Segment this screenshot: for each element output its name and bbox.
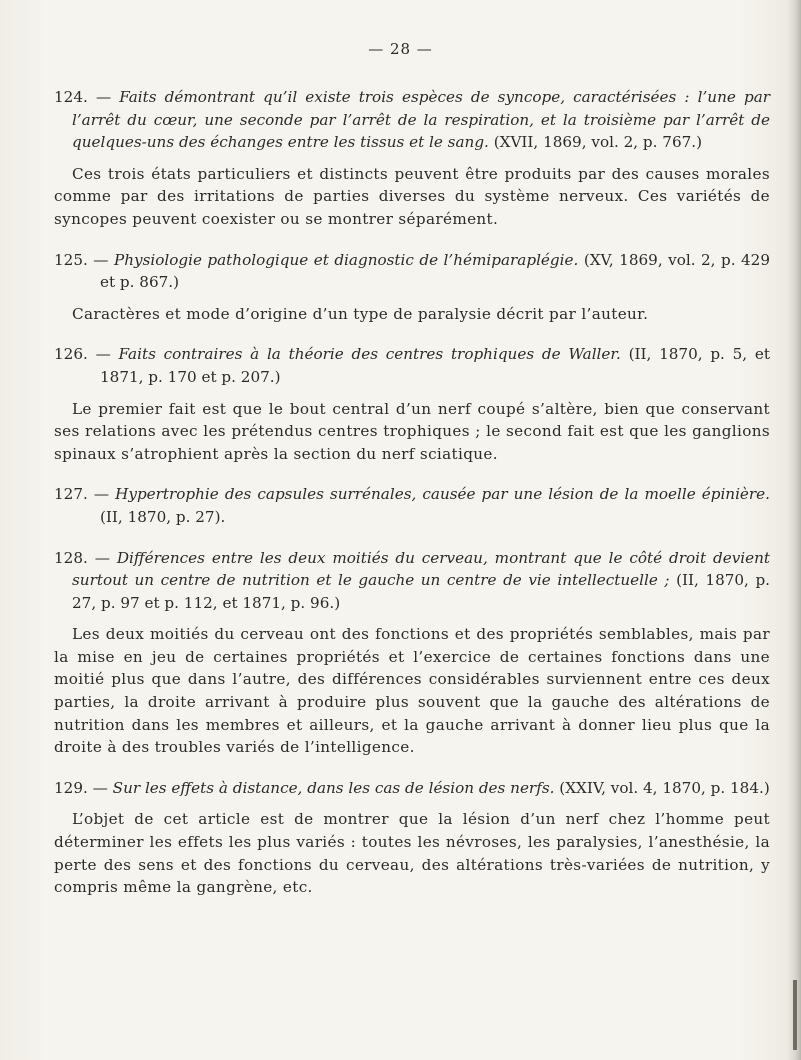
entry-125-heading: 125. — Physiologie pathologique et diagnostic de l’hémiparaplégie. (XV, 1869, vol. 2, p. 429 et p. 867.) bbox=[54, 250, 771, 292]
entry-reference: (XVII, 1869, vol. 2, p. 767.) bbox=[493, 133, 703, 152]
entry-129-body: L’objet de cet article est de montrer que la lésion d’un nerf chez l’homme peut déterminer les effets les plus variés : toutes les névroses, les paralysies, l’anesthésie, la perte des sens et des fonctions du cerveau, des altérations très-variées de nutrition, y compris même la gangrène, etc. bbox=[54, 810, 770, 897]
entry-127-heading: 127. — Hypertrophie des capsules surrénales, causée par une lésion de la moelle épinière. (II, 1870, p. 27). bbox=[54, 485, 771, 526]
entry-number: 128. bbox=[54, 548, 88, 567]
entry-126-heading: 126. — Faits contraires à la théorie des centres trophiques de Waller. (II, 1870, p. 5, et 1871, p. 170 et p. 207.) bbox=[54, 345, 770, 386]
entry-128-heading: 128. — Différences entre les deux moitiés du cerveau, montrant que le côté droit devient surtout un centre de nutrition et le gauche un centre de vie intellectuelle ; (II, 1870, p. 27, p. 97 et p. 112, et 1871, p. 96.) bbox=[54, 548, 771, 612]
entry-reference: (II, 1870, p. 27, p. 97 et p. 112, et 1871, p. 96.) bbox=[72, 571, 770, 612]
entry-title: Faits démontrant qu’il existe trois espèces de syncope, caractérisées : l’une par l’arrêt du cœur, une seconde par l’arrêt de la respiration, et la troisième par l’arrêt de quelques-uns des échanges entre les tissus et le sang. bbox=[72, 88, 771, 152]
page-number: — 28 — bbox=[368, 40, 433, 58]
entry-reference: (XV, 1869, vol. 2, p. 429 et p. 867.) bbox=[100, 250, 771, 292]
entry-reference: (II, 1870, p. 5, et 1871, p. 170 et p. 207.) bbox=[100, 345, 770, 386]
page-edge-shadow bbox=[787, 0, 801, 1060]
entry-124-body: Ces trois états particuliers et distincts peuvent être produits par des causes morales comme par des irritations de parties diverses du système nerveux. Ces variétés de syncopes peuvent coexister ou se montrer séparément. bbox=[54, 164, 770, 228]
entry-reference: (XXIV, vol. 4, 1870, p. 184.) bbox=[559, 778, 770, 797]
entry-129-heading: 129. — Sur les effets à distance, dans les cas de lésion des nerfs. (XXIV, vol. 4, 1870, p. 184.) bbox=[54, 778, 770, 797]
entry-number: 124. bbox=[54, 88, 88, 106]
page-content bbox=[54, 86, 770, 917]
entry-number: 127. bbox=[54, 485, 88, 504]
entry-number: 126. bbox=[54, 345, 88, 364]
entry-reference: (II, 1870, p. 27). bbox=[100, 507, 226, 526]
entry-126-body: Le premier fait est que le bout central d’un nerf coupé s’altère, bien que conservant ses relations avec les prétendus centres trophiques ; le second fait est que les ganglions spinaux s’atrophient après la section du nerf sciatique. bbox=[54, 399, 770, 463]
entry-title: Hypertrophie des capsules surrénales, causée par une lésion de la moelle épinière. bbox=[115, 485, 771, 504]
entry-title: Physiologie pathologique et diagnostic de l’hémiparaplégie. bbox=[113, 250, 579, 269]
entry-128-body: Les deux moitiés du cerveau ont des fonctions et des propriétés semblables, mais par la mise en jeu de certaines propriétés et l’exercice de certaines fonctions dans une moitié plus que dans l’autre, des différences considérables surviennent entre ces deux parties, la droite arrivant à produire plus souvent que la gauche des altérations de nutrition dans les membres et ailleurs, et la gauche arrivant à donner lieu plus que la droite à des troubles variés de l’intelligence. bbox=[54, 625, 770, 757]
entry-number: 129. bbox=[54, 778, 88, 797]
entry-number: 125. bbox=[54, 250, 88, 269]
entry-title: Différences entre les deux moitiés du cerveau, montrant que le côté droit devient surtout un centre de nutrition et le gauche un centre de vie intellectuelle ; bbox=[72, 548, 771, 590]
entry-title: Sur les effets à distance, dans les cas de lésion des nerfs. bbox=[112, 778, 555, 797]
entry-124-heading: 124. — Faits démontrant qu’il existe trois espèces de syncope, caractérisées : l’une par l’arrêt du cœur, une seconde par l’arrêt de la respiration, et la troisième par l’arrêt de quelques-uns des échanges entre les tissus et le sang. (XVII, 1869, vol. 2, p. 767.) bbox=[54, 88, 771, 152]
page-edge-mark bbox=[793, 980, 797, 1050]
entry-title: Faits contraires à la théorie des centres trophiques de Waller. bbox=[118, 345, 621, 364]
entry-125-body: Caractères et mode d’origine d’un type de paralysie décrit par l’auteur. bbox=[72, 304, 649, 323]
